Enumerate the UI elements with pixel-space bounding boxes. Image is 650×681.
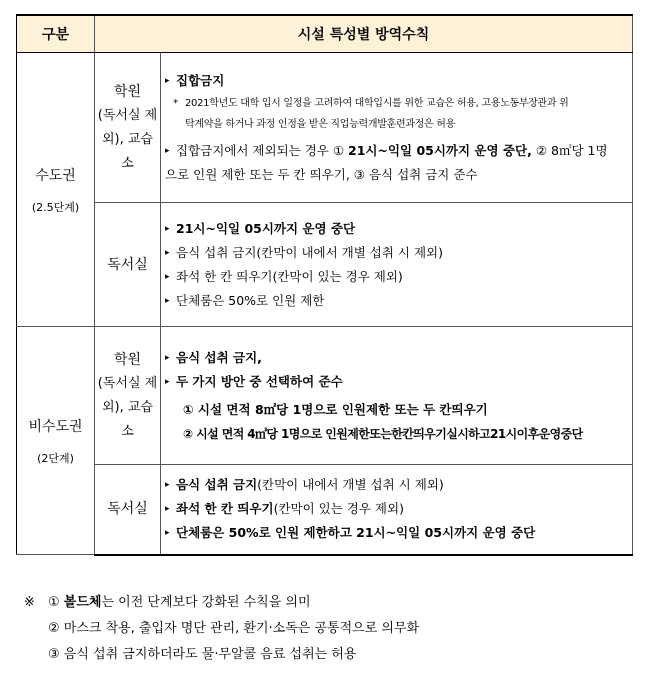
list-item-continued [165, 163, 626, 187]
region-stage: (2단계) [37, 451, 74, 465]
item-text: 두 가지 방안 중 선택하여 준수 [176, 373, 343, 389]
item-text: 음식 섭취 금지(칸막이 내에서 개별 섭취 시 제외) [176, 244, 443, 260]
footnotes [24, 590, 419, 668]
header-category: 구분 [17, 15, 95, 53]
item-text: 단체룸은 50%로 인원 제한 [176, 292, 325, 308]
list-item [165, 497, 626, 521]
bullet-icon: ▸ [165, 295, 170, 306]
region-name: 비수도권 [28, 418, 83, 435]
sub-list-item: ① 시설 면적 8㎡당 1명으로 인원제한 또는 두 칸띄우기 [183, 401, 488, 417]
sub-list-item: ② 시설 면적 4㎡당 1명으로 인원제한또는한칸띄우기실시하고21시이후운영중단 [183, 426, 583, 441]
facility-cell-reading-room [95, 465, 161, 555]
list-item [165, 265, 626, 289]
item-text: 음식 섭취 금지, [176, 349, 262, 365]
item-text-bold: 좌석 한 칸 띄우기 [176, 501, 274, 517]
list-item [165, 370, 626, 394]
measures-cell [161, 465, 633, 555]
bullet-icon: ▸ [165, 145, 170, 156]
bullet-icon: ▸ [165, 247, 170, 258]
table-header-row [17, 15, 633, 53]
facility-sub: (독서실 제 [97, 107, 158, 123]
item-text: (칸막이 있는 경우 제외) [273, 501, 404, 517]
item-text: 21시~익일 05시까지 운영 중단 [176, 220, 356, 236]
list-item [165, 346, 626, 370]
item-text: 으로 인원 제한 또는 두 칸 띄우기, ③ 음식 섭취 금지 준수 [165, 166, 478, 182]
footnote-text-bold: 볼드체 [63, 595, 102, 610]
facility-sub: 외), 교습 [101, 131, 153, 147]
facility-name: 학원 [113, 351, 142, 368]
facility-sub: 외), 교습 [101, 399, 153, 415]
measures-cell [161, 327, 633, 465]
note-line: 탁계약을 하거나 과정 인정을 받은 직업능력개발훈련과정은 허용 [185, 118, 455, 130]
bullet-icon: ▸ [165, 480, 170, 491]
bullet-icon: ▸ [165, 528, 170, 539]
bullet-icon: ▸ [165, 352, 170, 363]
item-text-bold: 음식 섭취 금지 [176, 477, 258, 493]
item-text-bold: 21시~익일 05시까지 운영 중단, [348, 142, 532, 158]
note [165, 93, 626, 135]
item-text: 좌석 한 칸 띄우기(칸막이 있는 경우 제외) [176, 268, 403, 284]
facility-name: 학원 [113, 83, 142, 100]
bullet-icon: ▸ [165, 376, 170, 387]
region-stage: (2.5단계) [31, 200, 80, 214]
facility-sub: 소 [121, 155, 134, 171]
reference-mark-icon: ※ [24, 595, 35, 610]
table-row [17, 327, 633, 465]
region-cell-capital [17, 53, 95, 327]
header-measures: 시설 특성별 방역수칙 [95, 15, 633, 53]
footnote-text: ① [48, 595, 64, 610]
facility-cell-academy [95, 327, 161, 465]
measures-cell [161, 53, 633, 203]
facility-cell-reading-room [95, 203, 161, 327]
bullet-icon: ▸ [165, 504, 170, 515]
facility-name: 독서실 [107, 256, 148, 273]
item-text: 집합금지에서 제외되는 경우 ① [176, 142, 349, 158]
facility-sub: (독서실 제 [97, 375, 158, 391]
footnote-1 [24, 590, 419, 616]
bullet-icon: ▸ [165, 223, 170, 234]
table-row [17, 465, 633, 555]
item-text: 단체룸은 50%로 인원 제한하고 21시~익일 05시까지 운영 중단 [176, 525, 536, 541]
list-item [165, 139, 626, 163]
facility-name: 독서실 [107, 501, 148, 518]
item-text: (칸막이 내에서 개별 섭취 시 제외) [257, 477, 444, 493]
footnote-2: ② 마스크 착용, 출입자 명단 관리, 환기·소독은 공통적으로 의무화 [48, 621, 420, 636]
list-item [165, 69, 626, 93]
footnote-3: ③ 음식 섭취 금지하더라도 물·무알콜 음료 섭취는 허용 [48, 647, 357, 662]
region-cell-non-capital [17, 327, 95, 555]
measures-cell [161, 203, 633, 327]
facility-cell-academy [95, 53, 161, 203]
table-row [17, 53, 633, 203]
list-item [165, 289, 626, 313]
note-line: 2021학년도 대학 입시 일정을 고려하여 대학입시를 위한 교습은 허용, 고용노동부장관과 위 [185, 97, 569, 109]
region-name: 수도권 [35, 167, 76, 184]
bullet-icon: ▸ [165, 75, 170, 86]
bullet-icon: ▸ [165, 271, 170, 282]
rules-table [16, 14, 633, 556]
facility-sub: 소 [121, 423, 134, 439]
list-item [165, 473, 626, 497]
item-text: 집합금지 [176, 72, 225, 88]
table-row [17, 203, 633, 327]
item-text: ② 8㎡당 1명 [531, 142, 608, 158]
list-item [165, 217, 626, 241]
list-item [165, 521, 626, 545]
list-item [165, 241, 626, 265]
footnote-text: 는 이전 단계보다 강화된 수칙을 의미 [101, 595, 311, 610]
asterisk-icon: * [173, 97, 178, 109]
